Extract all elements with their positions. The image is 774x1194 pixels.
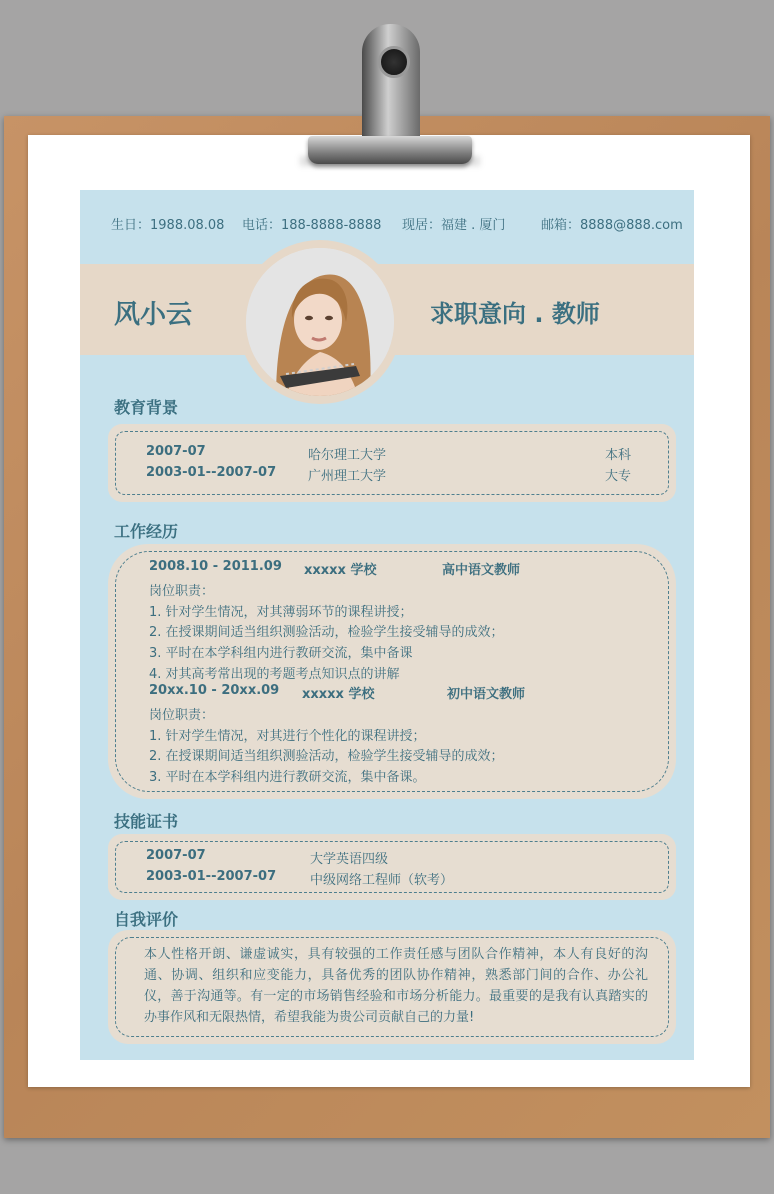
binder-clip-icon [300,24,480,184]
skill-cert: 中级网络工程师（软考） [310,873,454,888]
education-school: 哈尔理工大学 [308,448,387,463]
education-degree: 本科 [605,448,632,463]
skill-cert: 大学英语四级 [310,852,389,867]
duty-item: 1. 针对学生情况，对其进行个性化的课程讲授； [149,729,426,744]
duty-item: 3. 平时在本学科组内进行教研交流，集中备课。 [149,770,426,785]
duty-label: 岗位职责： [149,584,215,599]
contact-residence: 现居：福建 . 厦门 [402,218,506,233]
skill-date: 2007-07 [146,848,206,863]
job-period: 20xx.10 - 20xx.09 [149,683,280,698]
contact-birthday: 生日：1988.08.08 [111,218,225,233]
duty-item: 2. 在授课期间适当组织测验活动，检验学生接受辅导的成效； [149,749,504,764]
education-degree: 大专 [605,469,632,484]
skills-title: 技能证书 [114,812,179,831]
duty-label: 岗位职责： [149,708,215,723]
work-title: 工作经历 [114,522,179,541]
job-period: 2008.10 - 2011.09 [149,559,282,574]
candidate-name: 风小云 [114,300,193,330]
job-objective: 求职意向 . 教师 [430,300,600,328]
education-date: 2003-01--2007-07 [146,465,277,480]
education-date: 2007-07 [146,444,206,459]
duty-item: 4. 对其高考常出现的考题考点知识点的讲解 [149,667,400,682]
self-evaluation-text: 本人性格开朗、谦虚诚实，具有较强的工作责任感与团队合作精神，本人有良好的沟通、协调、组织和应变能力，具备优秀的团队协作精神，熟悉部门间的合作、办公礼仪，善于沟通等。有一定的市场销售经验和市场分析能力。最重要的是我有认真踏实的办事作风和无限热情，希望我能为贵公司贡献自己的力量! [144,947,648,1025]
self-title: 自我评价 [114,910,179,929]
duty-item: 3. 平时在本学科组内进行教研交流，集中备课 [149,646,413,661]
job-position: 初中语文教师 [447,687,526,702]
avatar [246,248,394,396]
skills-panel [108,834,676,900]
job-position: 高中语文教师 [442,563,521,578]
contact-email: 邮箱：8888@888.com [541,218,683,233]
job-employer: xxxxx 学校 [304,563,377,578]
contact-phone: 电话：188-8888-8888 [242,218,382,233]
skill-date: 2003-01--2007-07 [146,869,277,884]
education-panel [108,424,676,502]
education-title: 教育背景 [114,398,179,417]
duty-item: 1. 针对学生情况，对其薄弱环节的课程讲授； [149,605,413,620]
job-employer: xxxxx 学校 [302,687,375,702]
education-school: 广州理工大学 [308,469,387,484]
duty-item: 2. 在授课期间适当组织测验活动，检验学生接受辅导的成效； [149,625,504,640]
